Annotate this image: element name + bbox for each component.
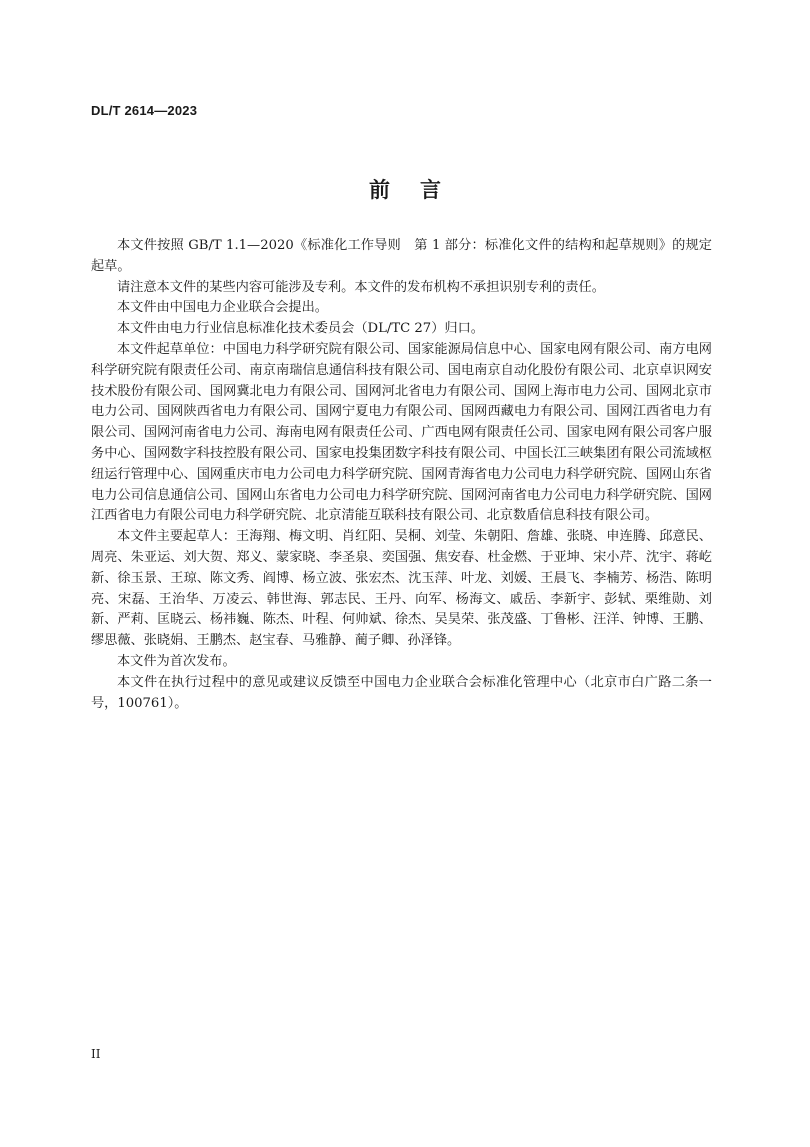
foreword-body — [91, 236, 712, 714]
paragraph-drafting-organizations: 本文件起草单位：中国电力科学研究院有限公司、国家能源局信息中心、国家电网有限公司、南方电网科学研究院有限责任公司、南京南瑞信息通信科技有限公司、国电南京自动化股份有限公司、北京卓识网安技术股份有限公司、国网冀北电力有限公司、国网河北省电力有限公司、国网上海市电力公司、国网北京市电力公司、国网陕西省电力有限公司、国网宁夏电力有限公司、国网西藏电力有限公司、国网江西省电力有限公司、国网河南省电力公司、海南电网有限责任公司、广西电网有限责任公司、国家电网有限公司客户服务中心、国网数字科技控股有限公司、国家电投集团数字科技有限公司、中国长江三峡集团有限公司流域枢纽运行管理中心、国网重庆市电力公司电力科学研究院、国网青海省电力公司电力科学研究院、国网山东省电力公司信息通信公司、国网山东省电力公司电力科学研究院、国网河南省电力公司电力科学研究院、国网江西省电力有限公司电力科学研究院、北京清能互联科技有限公司、北京数盾信息科技有限公司。 — [91, 341, 712, 524]
paragraph-committee: 本文件由电力行业信息标准化技术委员会（DL/TC 27）归口。 — [117, 321, 484, 337]
page-title: 前言 — [369, 178, 471, 202]
paragraph-patent-notice: 请注意本文件的某些内容可能涉及专利。本文件的发布机构不承担识别专利的责任。 — [117, 279, 605, 295]
paragraph-proposer: 本文件由中国电力企业联合会提出。 — [117, 300, 328, 316]
document-code: DL/T 2614—2023 — [91, 103, 198, 118]
paragraph-drafters: 本文件主要起草人：王海翔、梅文明、肖红阳、吴桐、刘莹、朱朝阳、詹雄、张晓、申连腾、邱意民、周亮、朱亚运、刘大贺、郑义、蒙家晓、李圣泉、奕国强、焦安春、杜金燃、于亚坤、宋小芹、沈宇、蒋屹新、徐玉景、王琼、陈文秀、阎博、杨立波、张宏杰、沈玉萍、叶龙、刘媛、王晨飞、李楠芳、杨浩、陈明亮、宋磊、王治华、万凌云、韩世海、郭志民、王丹、向军、杨海文、戚岳、李新宇、彭轼、栗维勋、刘新、严莉、匡晓云、杨祎巍、陈杰、叶程、何帅斌、徐杰、吴昊荣、张茂盛、丁鲁彬、汪洋、钟博、王鹏、缪思薇、张晓娟、王鹏杰、赵宝春、马雅静、蔺子卿、孙泽锋。 — [91, 529, 712, 649]
page-number: II — [91, 1047, 101, 1061]
paragraph-first-release: 本文件为首次发布。 — [117, 653, 236, 669]
paragraph-drafting-rules: 本文件按照 GB/T 1.1—2020《标准化工作导则 第 1 部分：标准化文件的结构和起草规则》的规定起草。 — [91, 238, 712, 274]
paragraph-feedback: 本文件在执行过程中的意见或建议反馈至中国电力企业联合会标准化管理中心（北京市白广路二条一号，100761）。 — [91, 674, 712, 711]
